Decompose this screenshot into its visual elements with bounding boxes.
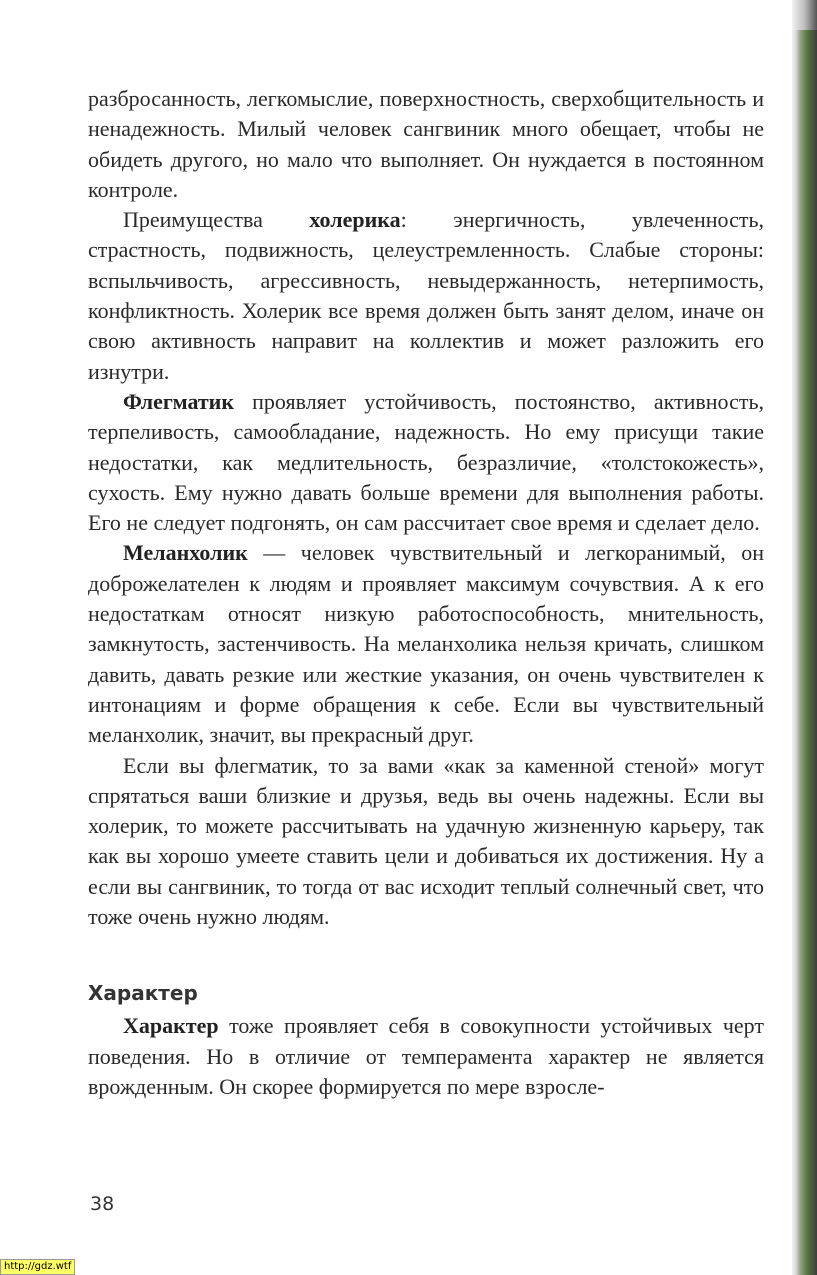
choleric-text: : энергичность, увлеченность, страстность, подвижность, целеустремленность. Слабые стороны: вспыльчивость, агрессивность, невыдержанность, нетерпимость, конфликтность. Холерик все время должен быть занят делом, иначе он свою активность направит на коллектив и может разложить его изнутри. xyxy=(88,207,764,384)
melancholic-term: Меланхолик xyxy=(123,540,248,566)
paragraph-sanguine-end: разбросанность, легкомыслие, поверхностность, сверхобщительность и ненадежность. Милый человек сангвиник много обещает, чтобы не обидеть другого, но мало что выполняет. Он нуждается в постоянном контроле. xyxy=(88,86,764,202)
character-text: тоже проявляет себя в совокупности устойчивых черт поведения. Но в отличие от темперамента характер не является врожденным. Он скорее формируется по мере взросле- xyxy=(88,1013,764,1099)
paragraph-character xyxy=(88,1011,764,1102)
choleric-lead: Преимущества xyxy=(123,207,310,233)
section-heading: Характер xyxy=(88,981,198,1006)
paragraph-choleric xyxy=(88,205,764,387)
book-spine-top xyxy=(792,0,817,30)
phlegmatic-text: проявляет устойчивость, постоянство, активность, терпеливость, самообладание, надежность. Но ему присущи такие недостатки, как медлительность, безразличие, «толстокожесть», сухость. Ему нужно давать больше времени для выполнения работы. Его не следует подгонять, он сам рассчитает свое время и сделает дело. xyxy=(88,388,764,536)
melancholic-text: — человек чувствительный и легкоранимый, он доброжелателен к людям и проявляет максимум сочувствия. А к его недостаткам относят низкую работоспособность, мнительность, замкнутость, застенчивость. На меланхолика нельзя кричать, слишком давить, давать резкие или жесткие указания, он очень чувствителен к интонациям и форме обращения к себе. Если вы чувствительный меланхолик, значит, вы прекрасный друг. xyxy=(88,540,764,748)
page-number: 38 xyxy=(90,1193,115,1215)
paragraph-melancholic xyxy=(88,538,764,750)
paragraph-summary: Если вы флегматик, то за вами «как за каменной стеной» могут спрятаться ваши близкие и друзья, ведь вы очень надежны. Если вы холерик, то можете рассчитывать на удачную жизненную карьеру, так как вы хорошо умеете ставить цели и добиваться их достижения. Ну а если вы сангвиник, то тогда от вас исходит теплый солнечный свет, что тоже очень нужно людям. xyxy=(88,752,764,930)
book-spine-edge xyxy=(792,0,817,1275)
choleric-term: холерика xyxy=(309,207,401,233)
page-text xyxy=(88,84,764,1102)
paragraph-phlegmatic xyxy=(88,387,764,538)
phlegmatic-term: Флегматик xyxy=(123,388,235,414)
character-term: Характер xyxy=(123,1013,219,1039)
watermark-link[interactable]: http://gdz.wtf xyxy=(0,1259,75,1275)
